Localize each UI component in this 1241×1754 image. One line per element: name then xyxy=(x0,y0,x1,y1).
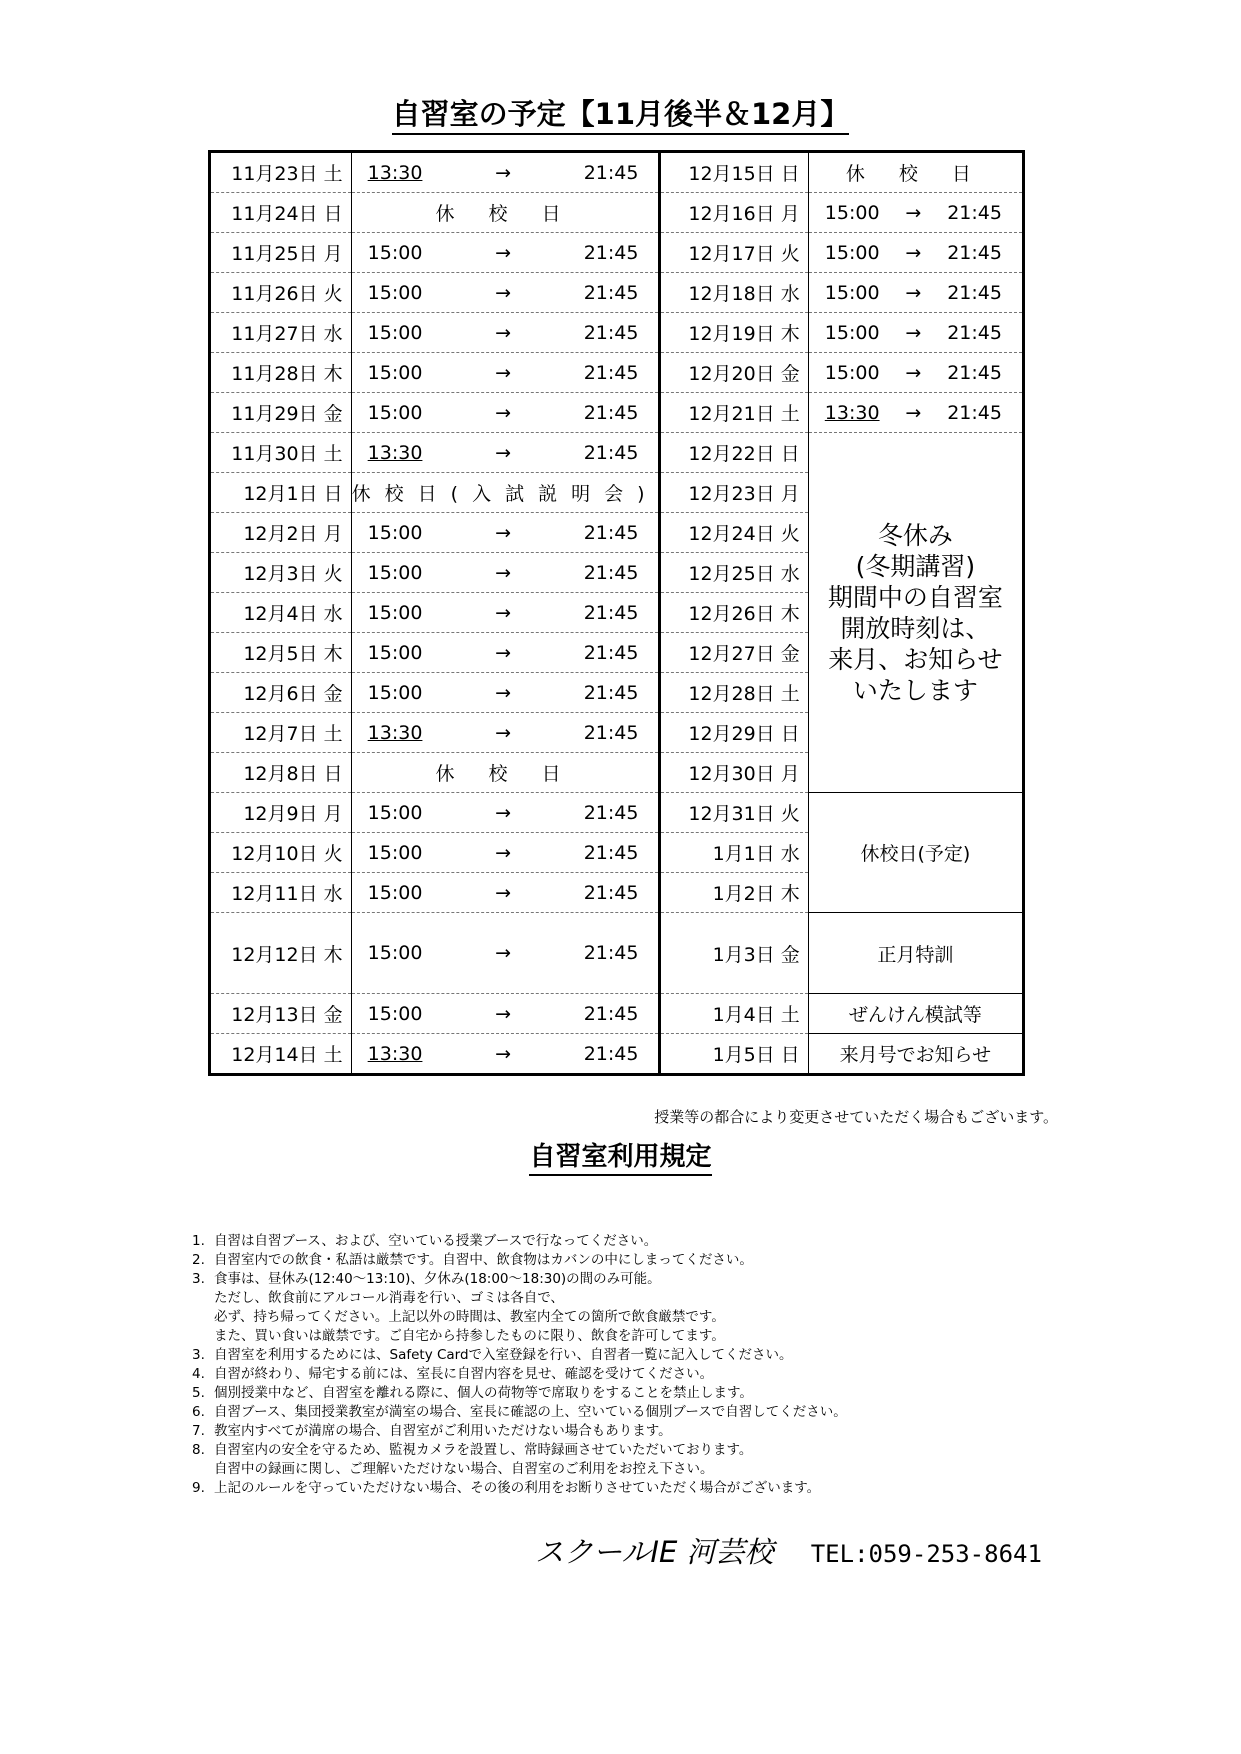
end-time: 21:45 xyxy=(583,601,639,624)
winter-break-cell xyxy=(808,433,1023,793)
start-time: 15:00 xyxy=(367,881,423,904)
rules-title: 自習室利用規定 xyxy=(0,1136,1241,1173)
start-time: 15:00 xyxy=(824,321,880,344)
start-time: 15:00 xyxy=(367,641,423,664)
time-range xyxy=(352,722,659,744)
arrow-icon: → xyxy=(495,881,512,904)
rule-item xyxy=(192,1251,992,1270)
date-cell: 1月4日 土 xyxy=(660,994,808,1034)
arrow-icon: → xyxy=(495,721,512,744)
date-cell: 12月30日 月 xyxy=(660,753,808,793)
arrow-icon: → xyxy=(905,281,922,304)
schedule-row xyxy=(210,433,1024,473)
arrow-icon: → xyxy=(905,321,922,344)
rule-number: 8. xyxy=(192,1442,205,1458)
time-range xyxy=(809,202,1022,224)
time-range xyxy=(352,562,659,584)
arrow-icon: → xyxy=(905,361,922,384)
time-cell xyxy=(351,393,660,433)
end-time: 21:45 xyxy=(947,401,1002,424)
date-cell: 12月31日 火 xyxy=(660,793,808,833)
time-range xyxy=(352,942,659,964)
rule-text: また、買い食いは厳禁です。ご自宅から持参したものに限り、飲食を許可してます。 xyxy=(214,1328,725,1344)
arrow-icon: → xyxy=(495,1042,512,1065)
schedule-row xyxy=(210,793,1024,833)
date-cell: 11月28日 木 xyxy=(210,353,352,393)
time-cell xyxy=(808,193,1023,233)
schedule-row xyxy=(210,273,1024,313)
date-cell: 12月22日 日 xyxy=(660,433,808,473)
rule-number: 2. xyxy=(192,1252,205,1268)
end-time: 21:45 xyxy=(583,1042,639,1065)
end-time: 21:45 xyxy=(583,161,639,184)
date-cell: 12月17日 火 xyxy=(660,233,808,273)
date-cell: 12月14日 土 xyxy=(210,1034,352,1075)
end-time: 21:45 xyxy=(583,401,639,424)
end-time: 21:45 xyxy=(583,841,639,864)
time-cell xyxy=(351,553,660,593)
time-cell xyxy=(351,873,660,913)
time-range xyxy=(809,322,1022,344)
end-time: 21:45 xyxy=(583,801,639,824)
time-cell xyxy=(351,833,660,873)
date-cell: 12月11日 水 xyxy=(210,873,352,913)
time-range xyxy=(352,522,659,544)
date-cell: 12月1日 日 xyxy=(210,473,352,513)
schedule-row xyxy=(210,152,1024,193)
arrow-icon: → xyxy=(495,942,512,964)
time-cell xyxy=(351,673,660,713)
end-time: 21:45 xyxy=(947,321,1002,344)
rule-item xyxy=(192,1441,992,1460)
change-notice: 授業等の都合により変更させていただく場合もございます。 xyxy=(654,1108,1058,1126)
winter-break-line: 冬休み xyxy=(877,520,953,550)
winter-break-message xyxy=(809,520,1022,706)
arrow-icon: → xyxy=(495,401,512,424)
rule-item xyxy=(192,1308,992,1327)
time-range xyxy=(352,1003,659,1025)
rule-number: 3. xyxy=(192,1271,205,1287)
rule-text: 教室内すべてが満席の場合、自習室がご利用いただけない場合もあります。 xyxy=(214,1423,672,1439)
arrow-icon: → xyxy=(495,561,512,584)
end-time: 21:45 xyxy=(583,881,639,904)
time-range xyxy=(809,362,1022,384)
start-time: 15:00 xyxy=(824,201,880,224)
end-time: 21:45 xyxy=(583,321,639,344)
time-cell xyxy=(351,233,660,273)
closed-label: 休校日(入試説明会) xyxy=(351,483,659,505)
footer xyxy=(535,1530,1042,1571)
start-time: 15:00 xyxy=(367,321,423,344)
date-cell: 12月3日 火 xyxy=(210,553,352,593)
time-cell xyxy=(351,273,660,313)
time-cell xyxy=(351,913,660,994)
date-cell: 12月2日 月 xyxy=(210,513,352,553)
arrow-icon: → xyxy=(495,601,512,624)
winter-break-line: いたします xyxy=(852,675,978,705)
time-cell xyxy=(351,353,660,393)
date-cell: 12月28日 土 xyxy=(660,673,808,713)
time-cell xyxy=(351,473,660,513)
time-range xyxy=(352,842,659,864)
rule-item xyxy=(192,1365,992,1384)
arrow-icon: → xyxy=(905,401,922,424)
end-time: 21:45 xyxy=(583,521,639,544)
start-time: 15:00 xyxy=(824,361,880,384)
arrow-icon: → xyxy=(495,641,512,664)
date-cell: 12月19日 木 xyxy=(660,313,808,353)
rule-item xyxy=(192,1422,992,1441)
rule-text: 上記のルールを守っていただけない場合、その後の利用をお断りさせていただく場合がございます。 xyxy=(214,1480,821,1496)
school-name: スクールIE 河芸校 xyxy=(535,1535,774,1569)
time-range xyxy=(352,162,659,184)
closed-label: 休 校 日 xyxy=(435,763,575,785)
time-cell xyxy=(808,152,1023,193)
winter-break-line: 期間中の自習室 xyxy=(827,582,1003,612)
start-time: 15:00 xyxy=(367,1002,423,1025)
date-cell: 12月6日 金 xyxy=(210,673,352,713)
end-time: 21:45 xyxy=(583,281,639,304)
date-cell: 1月5日 日 xyxy=(660,1034,808,1075)
start-time: 13:30 xyxy=(367,161,423,184)
rule-item xyxy=(192,1384,992,1403)
start-time: 15:00 xyxy=(367,241,423,264)
end-time: 21:45 xyxy=(583,1002,639,1025)
time-range xyxy=(809,282,1022,304)
date-cell: 11月25日 月 xyxy=(210,233,352,273)
date-cell: 12月21日 土 xyxy=(660,393,808,433)
arrow-icon: → xyxy=(495,801,512,824)
date-cell: 12月25日 水 xyxy=(660,553,808,593)
date-cell: 12月8日 日 xyxy=(210,753,352,793)
rule-item xyxy=(192,1232,992,1251)
end-time: 21:45 xyxy=(583,641,639,664)
special-training-cell: 正月特訓 xyxy=(808,913,1023,994)
date-cell: 11月27日 水 xyxy=(210,313,352,353)
date-cell: 11月30日 土 xyxy=(210,433,352,473)
schedule-table xyxy=(208,150,1025,1076)
start-time: 15:00 xyxy=(367,521,423,544)
telephone: TEL:059-253-8641 xyxy=(810,1540,1042,1568)
time-cell xyxy=(808,233,1023,273)
rule-text: 自習が終わり、帰宅する前には、室長に自習内容を見せ、確認を受けてください。 xyxy=(214,1366,714,1382)
arrow-icon: → xyxy=(495,841,512,864)
start-time: 15:00 xyxy=(367,801,423,824)
winter-break-line: 来月、お知らせ xyxy=(828,644,1003,674)
date-cell: 12月20日 金 xyxy=(660,353,808,393)
schedule-row xyxy=(210,994,1024,1034)
arrow-icon: → xyxy=(495,521,512,544)
end-time: 21:45 xyxy=(583,942,639,964)
time-range xyxy=(352,802,659,824)
date-cell: 12月9日 月 xyxy=(210,793,352,833)
time-cell xyxy=(808,393,1023,433)
time-cell xyxy=(351,152,660,193)
date-cell: 11月26日 火 xyxy=(210,273,352,313)
rule-item xyxy=(192,1346,992,1365)
date-cell: 12月7日 土 xyxy=(210,713,352,753)
start-time: 15:00 xyxy=(367,561,423,584)
start-time: 15:00 xyxy=(824,241,880,264)
time-range xyxy=(352,282,659,304)
start-time: 15:00 xyxy=(367,681,423,704)
date-cell: 12月29日 日 xyxy=(660,713,808,753)
end-time: 21:45 xyxy=(583,361,639,384)
date-cell: 12月23日 月 xyxy=(660,473,808,513)
rule-number: 6. xyxy=(192,1404,205,1420)
end-time: 21:45 xyxy=(947,241,1002,264)
date-cell: 12月15日 日 xyxy=(660,152,808,193)
arrow-icon: → xyxy=(495,1002,512,1025)
end-time: 21:45 xyxy=(583,441,639,464)
rule-item xyxy=(192,1403,992,1422)
rule-item xyxy=(192,1289,992,1308)
date-cell: 1月1日 水 xyxy=(660,833,808,873)
end-time: 21:45 xyxy=(947,361,1002,384)
arrow-icon: → xyxy=(495,161,512,184)
end-time: 21:45 xyxy=(583,681,639,704)
time-range xyxy=(352,362,659,384)
start-time: 15:00 xyxy=(367,401,423,424)
start-time: 15:00 xyxy=(367,942,423,964)
start-time: 13:30 xyxy=(367,1042,423,1065)
time-range xyxy=(352,882,659,904)
time-cell xyxy=(351,193,660,233)
arrow-icon: → xyxy=(495,241,512,264)
new-year-closed-cell: 休校日(予定) xyxy=(808,793,1023,913)
rule-number: 7. xyxy=(192,1423,205,1439)
date-cell: 11月23日 土 xyxy=(210,152,352,193)
time-range xyxy=(809,402,1022,424)
rule-text: 自習室を利用するためには、Safety Cardで入室登録を行い、自習者一覧に記入してください。 xyxy=(214,1347,793,1363)
closed-label: 休 校 日 xyxy=(435,203,575,225)
date-cell: 12月5日 木 xyxy=(210,633,352,673)
start-time: 15:00 xyxy=(824,281,880,304)
rule-number: 1. xyxy=(192,1233,205,1249)
date-cell: 12月24日 火 xyxy=(660,513,808,553)
rule-text: 自習ブース、集団授業教室が満室の場合、室長に確認の上、空いている個別ブースで自習してください。 xyxy=(214,1404,847,1420)
schedule-row xyxy=(210,1034,1024,1075)
winter-break-line: 開放時刻は、 xyxy=(840,613,991,643)
time-cell xyxy=(351,713,660,753)
mock-exam-cell: ぜんけん模試等 xyxy=(808,994,1023,1034)
time-cell xyxy=(351,994,660,1034)
rule-number: 4. xyxy=(192,1366,205,1382)
rule-text: ただし、飲食前にアルコール消毒を行い、ゴミは各自で、 xyxy=(214,1290,564,1306)
arrow-icon: → xyxy=(495,321,512,344)
rule-item xyxy=(192,1327,992,1346)
schedule-row xyxy=(210,313,1024,353)
rule-text: 必ず、持ち帰ってください。上記以外の時間は、教室内全ての箇所で飲食厳禁です。 xyxy=(214,1309,725,1325)
time-cell xyxy=(351,1034,660,1075)
rule-text: 自習室内の安全を守るため、監視カメラを設置し、常時録画させていただいております。 xyxy=(214,1442,753,1458)
time-range xyxy=(352,1043,659,1065)
date-cell: 12月18日 水 xyxy=(660,273,808,313)
time-cell xyxy=(351,313,660,353)
time-cell xyxy=(808,353,1023,393)
time-cell xyxy=(808,273,1023,313)
rule-text: 食事は、昼休み(12:40～13:10)、夕休み(18:00～18:30)の間のみ可能。 xyxy=(214,1271,661,1287)
rule-item xyxy=(192,1460,992,1479)
end-time: 21:45 xyxy=(583,721,639,744)
winter-break-line: (冬期講習) xyxy=(855,551,976,581)
rule-text: 自習室内での飲食・私語は厳禁です。自習中、飲食物はカバンの中にしまってください。 xyxy=(214,1252,753,1268)
start-time: 13:30 xyxy=(824,401,880,424)
rule-number: 9. xyxy=(192,1480,205,1496)
schedule-row xyxy=(210,193,1024,233)
arrow-icon: → xyxy=(495,281,512,304)
start-time: 13:30 xyxy=(367,441,423,464)
rule-number: 3. xyxy=(192,1347,205,1363)
schedule-row xyxy=(210,913,1024,994)
time-cell xyxy=(351,513,660,553)
time-cell xyxy=(351,753,660,793)
date-cell: 1月2日 木 xyxy=(660,873,808,913)
time-cell xyxy=(351,593,660,633)
rules-list xyxy=(192,1232,992,1498)
end-time: 21:45 xyxy=(947,281,1002,304)
arrow-icon: → xyxy=(495,441,512,464)
time-range xyxy=(352,442,659,464)
end-time: 21:45 xyxy=(583,561,639,584)
time-range xyxy=(352,402,659,424)
date-cell: 12月27日 金 xyxy=(660,633,808,673)
start-time: 15:00 xyxy=(367,601,423,624)
end-time: 21:45 xyxy=(583,241,639,264)
schedule-row xyxy=(210,393,1024,433)
start-time: 13:30 xyxy=(367,721,423,744)
arrow-icon: → xyxy=(905,201,922,224)
closed-label: 休 校 日 xyxy=(845,163,985,185)
end-time: 21:45 xyxy=(947,201,1002,224)
date-cell: 12月12日 木 xyxy=(210,913,352,994)
rule-number: 5. xyxy=(192,1385,205,1401)
start-time: 15:00 xyxy=(367,361,423,384)
date-cell: 11月24日 日 xyxy=(210,193,352,233)
time-cell xyxy=(351,433,660,473)
arrow-icon: → xyxy=(495,681,512,704)
time-range xyxy=(352,242,659,264)
rule-text: 自習中の録画に関し、ご理解いただけない場合、自習室のご利用をお控え下さい。 xyxy=(214,1461,714,1477)
arrow-icon: → xyxy=(905,241,922,264)
time-range xyxy=(352,602,659,624)
arrow-icon: → xyxy=(495,361,512,384)
time-range xyxy=(352,322,659,344)
time-range xyxy=(352,642,659,664)
date-cell: 12月16日 月 xyxy=(660,193,808,233)
rule-text: 個別授業中など、自習室を離れる際に、個人の荷物等で席取りをすることを禁止します。 xyxy=(214,1385,753,1401)
schedule-row xyxy=(210,353,1024,393)
rule-item xyxy=(192,1270,992,1289)
start-time: 15:00 xyxy=(367,281,423,304)
rule-text: 自習は自習ブース、および、空いている授業ブースで行なってください。 xyxy=(214,1233,658,1249)
page-title: 自習室の予定【11月後半＆12月】 xyxy=(0,92,1241,133)
date-cell: 12月13日 金 xyxy=(210,994,352,1034)
date-cell: 12月4日 水 xyxy=(210,593,352,633)
rule-item xyxy=(192,1479,992,1498)
time-range xyxy=(352,682,659,704)
time-cell xyxy=(351,793,660,833)
date-cell: 11月29日 金 xyxy=(210,393,352,433)
date-cell: 1月3日 金 xyxy=(660,913,808,994)
time-cell xyxy=(351,633,660,673)
start-time: 15:00 xyxy=(367,841,423,864)
time-cell xyxy=(808,313,1023,353)
next-month-cell: 来月号でお知らせ xyxy=(808,1034,1023,1075)
schedule-row xyxy=(210,233,1024,273)
date-cell: 12月10日 火 xyxy=(210,833,352,873)
time-range xyxy=(809,242,1022,264)
date-cell: 12月26日 木 xyxy=(660,593,808,633)
